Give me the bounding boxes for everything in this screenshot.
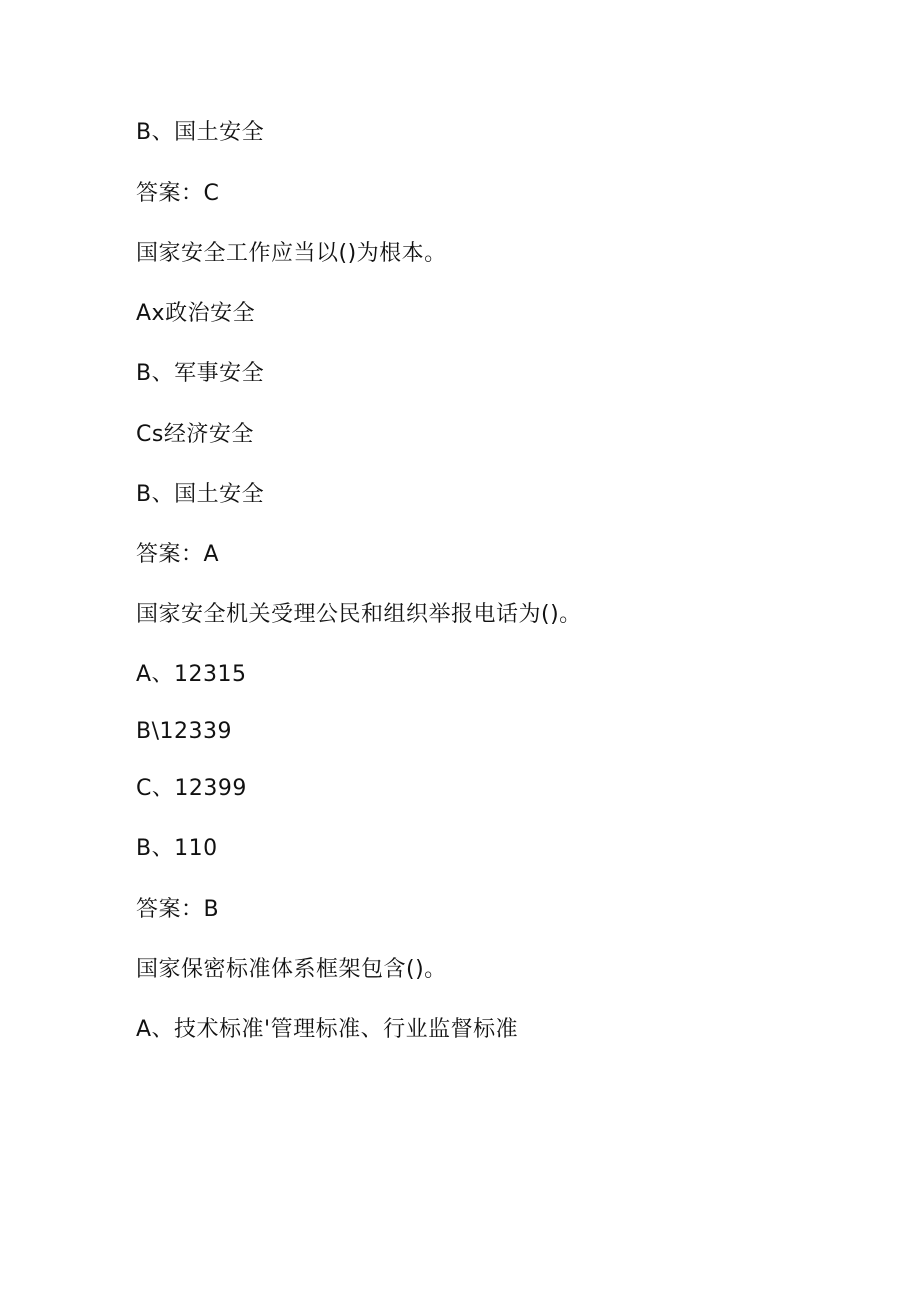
answer-line: 答案：C [136,181,220,206]
option-line: B、军事安全 [136,361,265,386]
answer-line: 答案：B [136,897,220,922]
option-line: A、技术标准'管理标准、行业监督标准 [136,1017,519,1042]
option-line: Ax政治安全 [136,301,256,326]
question-line: 国家保密标准体系框架包含()。 [136,957,447,982]
answer-line: 答案：A [136,542,220,567]
option-line: B、国土安全 [136,120,265,145]
question-line: 国家安全机关受理公民和组织举报电话为()。 [136,602,582,627]
option-line: B、110 [136,836,218,861]
question-line: 国家安全工作应当以()为根本。 [136,241,447,266]
option-line: C、12399 [136,776,247,801]
option-line: B\12339 [136,719,232,744]
option-line: B、国土安全 [136,482,265,507]
option-line: Cs经济安全 [136,422,254,447]
option-line: A、12315 [136,662,247,687]
